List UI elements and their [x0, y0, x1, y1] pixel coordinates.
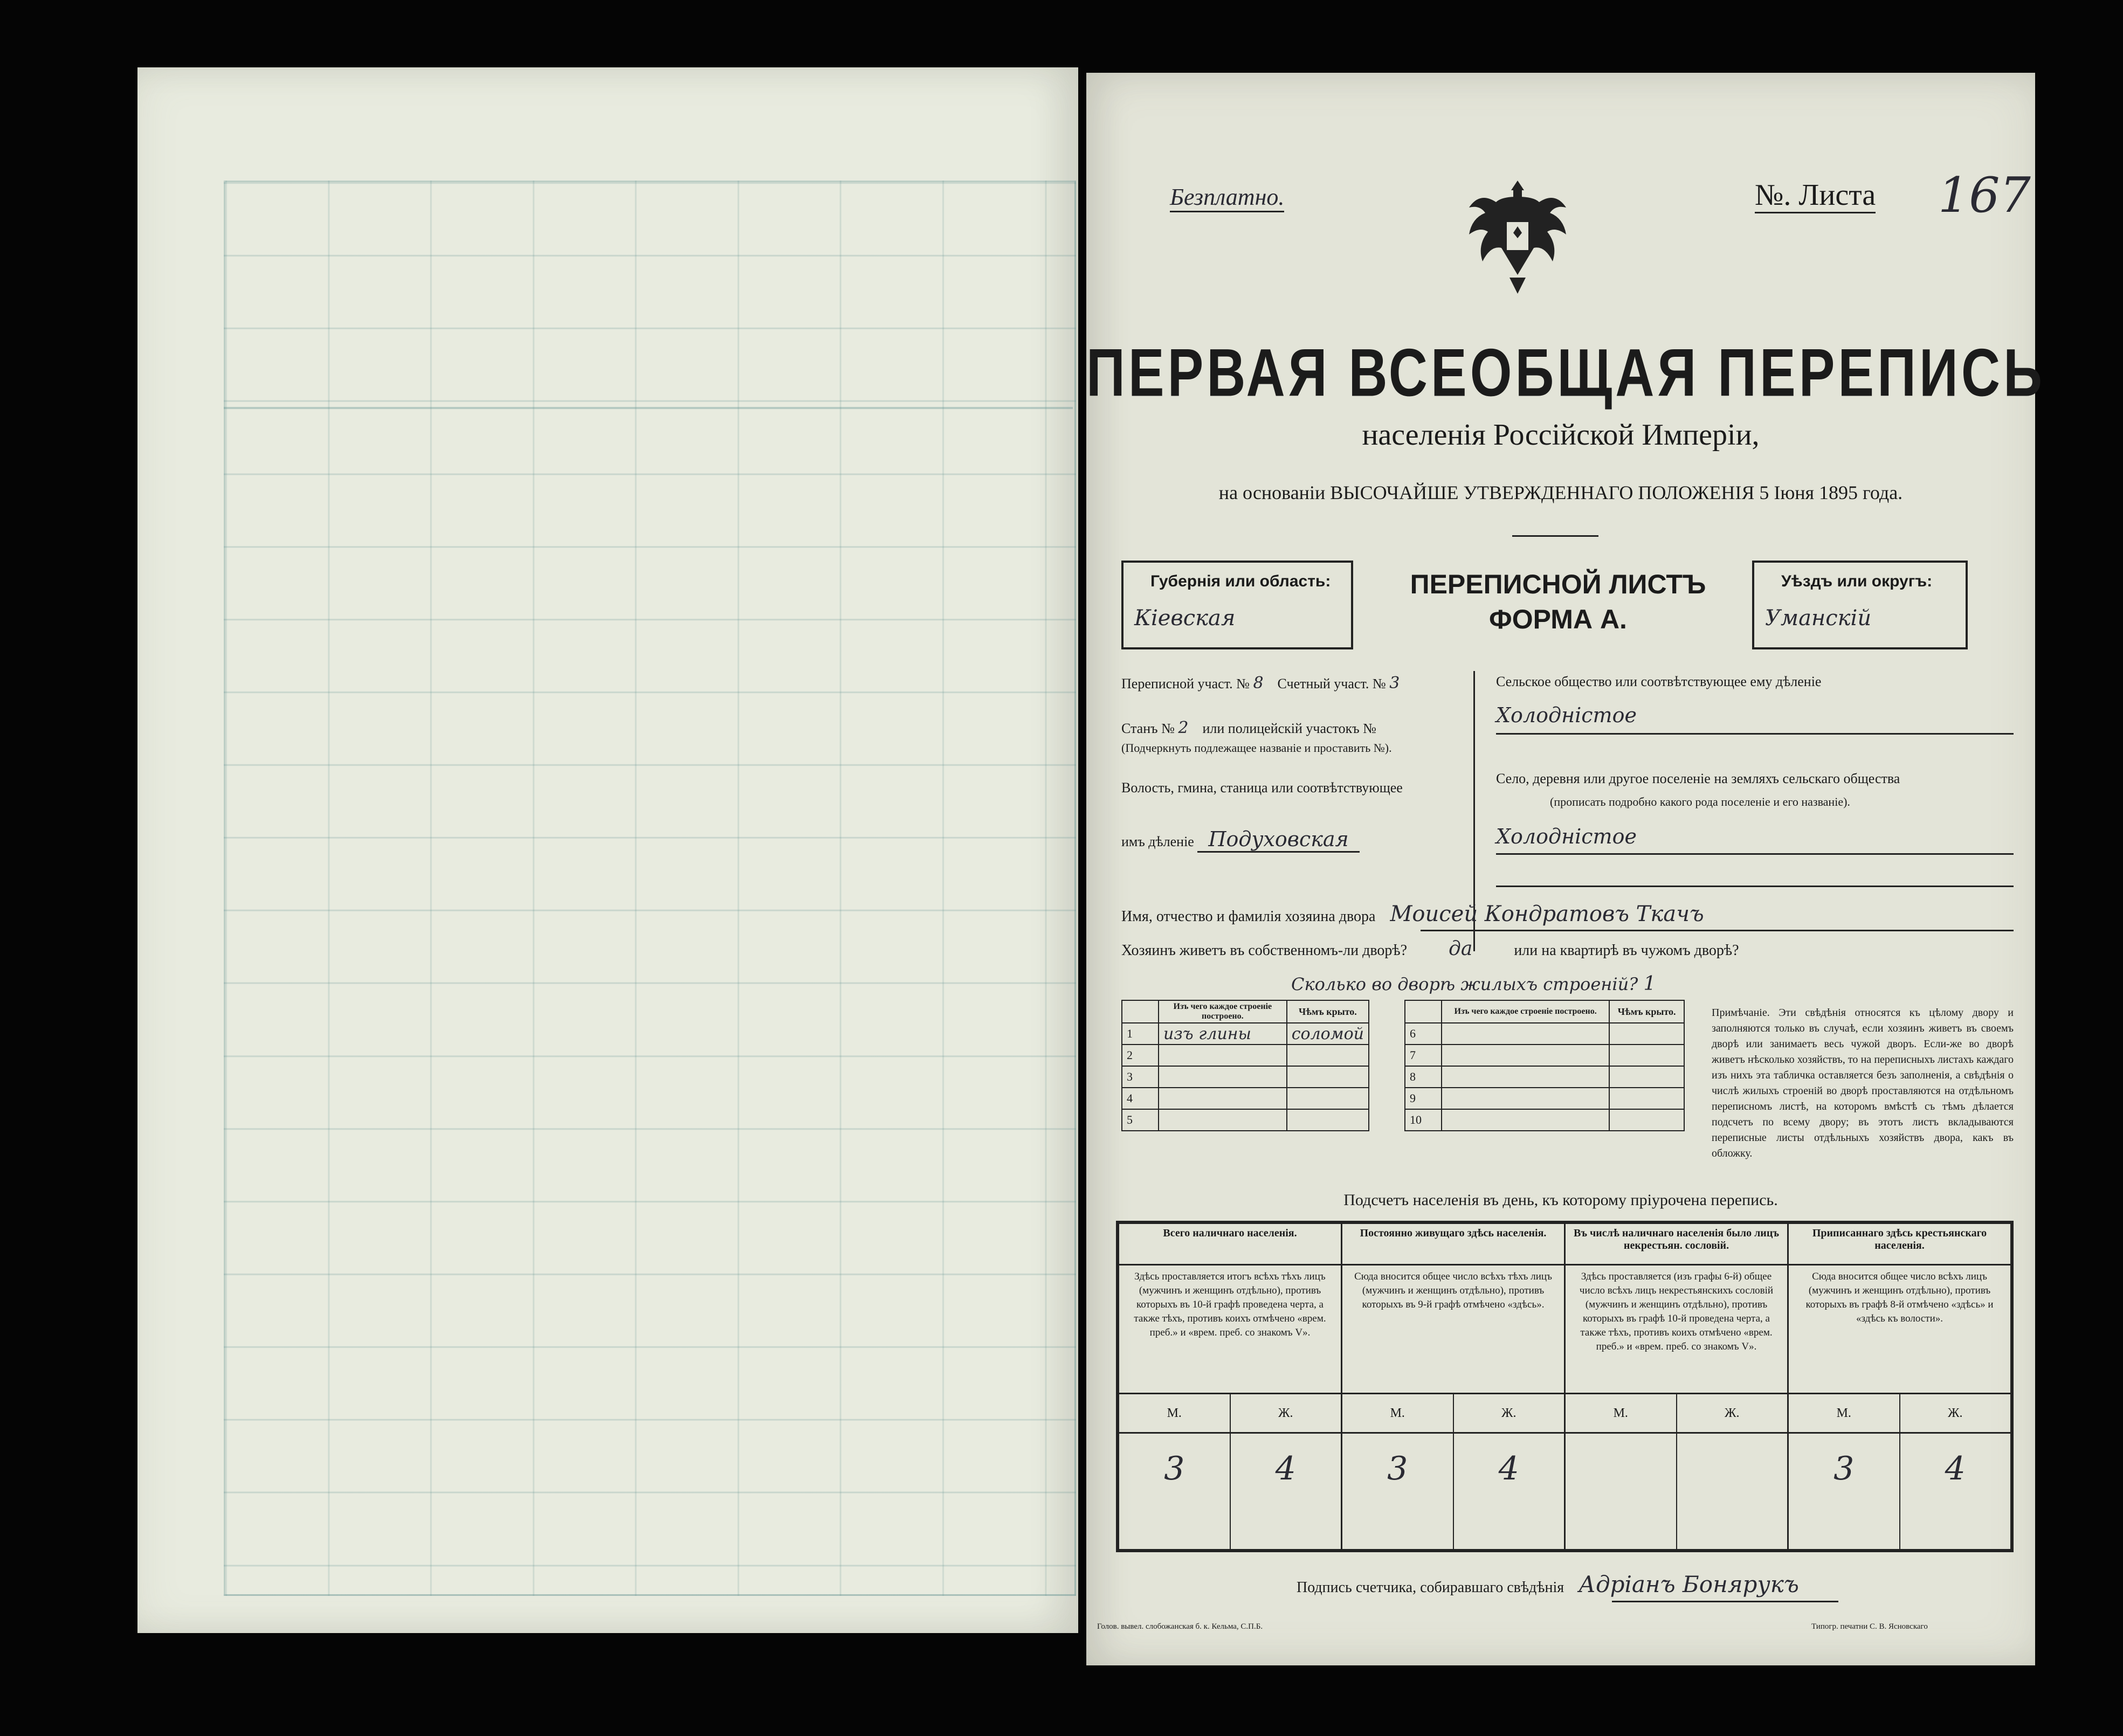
village-note: (прописать подробно какого рода поселеніе и его названіе).: [1550, 795, 1850, 808]
female-header: Ж.: [1724, 1406, 1740, 1420]
signature-line: [1612, 1601, 1838, 1602]
roof-cell: [1609, 1088, 1684, 1109]
what-built-cell: изъ глины: [1159, 1023, 1287, 1045]
guberniya-label: Губернія или область:: [1150, 572, 1331, 590]
roof-cell: [1287, 1088, 1369, 1109]
population-group-total: [1119, 1224, 1342, 1549]
sheet-number-value: 167: [1938, 167, 2031, 224]
row-num: 6: [1405, 1023, 1442, 1045]
male-count: 3: [1119, 1434, 1231, 1549]
subtitle: населенія Россійской Имперіи,: [1362, 418, 1760, 452]
signature-value: Адріанъ Бонярукъ: [1579, 1571, 1799, 1597]
sheet-number-label: №. Листа: [1755, 178, 1876, 213]
rent-label: или на квартирѣ въ чужомъ дворѣ?: [1514, 942, 1739, 959]
what-built-header: Изъ чего каждое строеніе построено.: [1159, 1000, 1287, 1023]
owner-name-value: Моисей Кондратовъ Ткачъ: [1390, 902, 1704, 926]
group-desc: Сюда вносится общее число всѣхъ тѣхъ лицъ (мужчинъ и женщинъ отдѣльно), противъ которыхъ въ 9-й графѣ отмѣчено «здѣсь».: [1342, 1265, 1564, 1394]
buildings-value: 1: [1643, 973, 1656, 995]
printer-mark-right: Типогр. печатни С. В. Ясновскаго: [1811, 1622, 1928, 1631]
census-district-label: Переписной участ. №: [1121, 676, 1250, 691]
society-line: [1496, 733, 2014, 735]
what-built-cell: [1159, 1045, 1287, 1066]
male-header: М.: [1119, 1394, 1231, 1432]
group-title: Всего наличнаго населенія.: [1119, 1224, 1341, 1265]
village-line-2: [1496, 886, 2014, 887]
counting-district-label: Счетный участ. №: [1277, 676, 1386, 691]
double-headed-eagle-icon: [1464, 170, 1571, 305]
male-count: [1566, 1434, 1677, 1549]
what-built-cell: [1159, 1066, 1287, 1088]
group-title: Приписаннаго здѣсь крестьянскаго населенія.: [1789, 1224, 2010, 1265]
male-count: 3: [1342, 1434, 1454, 1549]
owner-name-line: [1421, 930, 2014, 931]
note-text: Примѣчаніе. Эти свѣдѣнія относятся къ цѣлому двору и заполняются только въ случаѣ, если хозяинъ живетъ въ своемъ дворѣ или занимаетъ весь чужой дворъ. Если-же во дворѣ живетъ нѣсколько хозяйствъ, то на переписныхъ листахъ каждаго изъ нихъ эта табличка оставляется безъ заполненія, а свѣдѣнія о числѣ жилыхъ строеній во дворѣ проставляются на отдѣльномъ переписномъ листѣ, на которомъ вмѣстѣ съ тѣмъ дѣлается подсчетъ по всему двору; въ этотъ листъ вкладываются переписные листы отдѣльныхъ хозяйствъ двора, какъ въ обложку.: [1712, 1007, 2014, 1159]
census-district-value: 8: [1253, 674, 1264, 693]
society-label: Сельское общество или соотвѣтствующее ему дѣленіе: [1496, 674, 1822, 689]
roof-cell: [1287, 1045, 1369, 1066]
buildings-table-right: [1404, 1000, 1685, 1131]
counting-district-value: 3: [1389, 674, 1400, 693]
num-header: [1405, 1000, 1442, 1023]
guberniya-box: [1121, 561, 1353, 649]
guberniya-value: Кіевская: [1134, 606, 1236, 631]
free-label: Безплатно.: [1170, 183, 1284, 212]
male-count: 3: [1789, 1434, 1900, 1549]
roof-header: Чѣмъ крыто.: [1287, 1000, 1369, 1023]
roof-cell: [1287, 1066, 1369, 1088]
row-num: 10: [1405, 1109, 1442, 1131]
population-heading: Подсчетъ населенія въ день, къ которому пріурочена перепись.: [1343, 1191, 1778, 1209]
what-built-cell: [1159, 1088, 1287, 1109]
what-built-header: Изъ чего каждое строеніе построено.: [1442, 1000, 1609, 1023]
population-group-registered-peasant: [1789, 1224, 2010, 1549]
what-built-cell: [1442, 1109, 1609, 1131]
left-page-ruled-grid: [224, 181, 1076, 1596]
female-count: 4: [1498, 1450, 1519, 1488]
what-built-cell: [1442, 1023, 1609, 1045]
owner-name-label: Имя, отчество и фамилія хозяина двора: [1121, 908, 1376, 925]
society-value: Холодністое: [1496, 703, 1637, 727]
what-built-cell: [1159, 1109, 1287, 1131]
roof-cell: [1609, 1066, 1684, 1088]
group-title: Постоянно живущаго здѣсь населенія.: [1342, 1224, 1564, 1265]
female-count: [1677, 1434, 1788, 1549]
row-num: 5: [1122, 1109, 1159, 1131]
female-header: Ж.: [1278, 1406, 1293, 1420]
population-table: [1116, 1221, 2014, 1552]
underline-note: (Подчеркнуть подлежащее названіе и проставить №).: [1121, 741, 1392, 755]
group-desc: Сюда вносится общее число всѣхъ лицъ (мужчинъ и женщинъ отдѣльно), противъ которыхъ въ графѣ 8-й отмѣчено «здѣсь» и «здѣсь къ волости».: [1789, 1265, 2010, 1394]
row-num: 4: [1122, 1088, 1159, 1109]
row-num: 8: [1405, 1066, 1442, 1088]
group-desc: Здѣсь проставляется итогъ всѣхъ тѣхъ лицъ (мужчинъ и женщинъ отдѣльно), противъ которыхъ въ 10-й графѣ проведена черта, а также тѣхъ, противъ коихъ отмѣчено «врем. преб.» и «врем. преб. со знакомъ V».: [1119, 1265, 1341, 1394]
female-count: 4: [1275, 1450, 1296, 1488]
row-num: 7: [1405, 1045, 1442, 1066]
num-header: [1122, 1000, 1159, 1023]
population-group-non-peasant: [1566, 1224, 1789, 1549]
roof-cell: [1609, 1109, 1684, 1131]
village-line: [1496, 853, 2014, 855]
own-yard-value: да: [1449, 938, 1473, 960]
what-built-cell: [1442, 1045, 1609, 1066]
police-label: или полицейскій участокъ №: [1202, 721, 1376, 736]
main-title: ПЕРВАЯ ВСЕОБЩАЯ ПЕРЕПИСЬ: [1086, 335, 2045, 411]
male-header: М.: [1789, 1394, 1900, 1432]
sheet-title: ПЕРЕПИСНОЙ ЛИСТЪ: [1410, 569, 1706, 599]
volost-label: Волость, гмина, станица или соотвѣтствующее: [1121, 780, 1403, 796]
uezd-label: Уѣздъ или округъ:: [1781, 572, 1933, 590]
roof-cell: соломой: [1287, 1023, 1369, 1045]
female-header: Ж.: [1947, 1406, 1963, 1420]
buildings-label: Сколько во дворѣ жилыхъ строеній?: [1291, 974, 1638, 994]
row-num: 9: [1405, 1088, 1442, 1109]
male-header: М.: [1566, 1394, 1677, 1432]
roof-header: Чѣмъ крыто.: [1609, 1000, 1684, 1023]
printer-mark-left: Голов. вывел. слобожанская б. к. Кельма, С.П.Б.: [1097, 1622, 1263, 1631]
buildings-table-left: [1121, 1000, 1369, 1131]
signature-label: Подпись счетчика, собиравшаго свѣдѣнія: [1297, 1579, 1564, 1596]
roof-cell: [1609, 1023, 1684, 1045]
uezd-value: Уманскій: [1765, 606, 1872, 631]
roof-cell: [1609, 1045, 1684, 1066]
form-name: ФОРМА А.: [1489, 604, 1627, 634]
uezd-box: [1752, 561, 1968, 649]
row-num: 2: [1122, 1045, 1159, 1066]
female-count: 4: [1945, 1450, 1966, 1488]
male-header: М.: [1342, 1394, 1454, 1432]
stan-value: 2: [1178, 718, 1189, 737]
volost-label-2: имъ дѣленіе: [1121, 834, 1194, 849]
census-form-page: [1086, 73, 2045, 1665]
group-title: Въ числѣ наличнаго населенія было лицъ некрестьян. сословій.: [1566, 1224, 1787, 1265]
female-header: Ж.: [1501, 1406, 1517, 1420]
ornament-divider: [1512, 535, 1598, 537]
village-value: Холодністое: [1496, 825, 1637, 848]
stan-label: Станъ №: [1121, 721, 1175, 736]
group-desc: Здѣсь проставляется (изъ графы 6-й) общее число всѣхъ лицъ некрестьянскихъ сословій (мужчинъ и женщинъ отдѣльно), противъ которыхъ въ графѣ 10-й проведена черта, а также тѣхъ, противъ коихъ отмѣчено «врем. преб.» и «врем. преб. со знакомъ V».: [1566, 1265, 1787, 1394]
volost-value: Подуховская: [1197, 827, 1359, 853]
population-group-permanent: [1342, 1224, 1566, 1549]
own-yard-label: Хозяинъ живетъ въ собственномъ-ли дворѣ?: [1121, 942, 1408, 959]
row-num: 3: [1122, 1066, 1159, 1088]
village-label: Село, деревня или другое поселеніе на земляхъ сельскаго общества: [1496, 771, 1900, 786]
what-built-cell: [1442, 1066, 1609, 1088]
what-built-cell: [1442, 1088, 1609, 1109]
left-page: [137, 67, 1078, 1633]
row-num: 1: [1122, 1023, 1159, 1045]
roof-cell: [1287, 1109, 1369, 1131]
legal-basis: на основаніи ВЫСОЧАЙШЕ УТВЕРЖДЕННАГО ПОЛОЖЕНІЯ 5 Іюня 1895 года.: [1218, 482, 1903, 503]
